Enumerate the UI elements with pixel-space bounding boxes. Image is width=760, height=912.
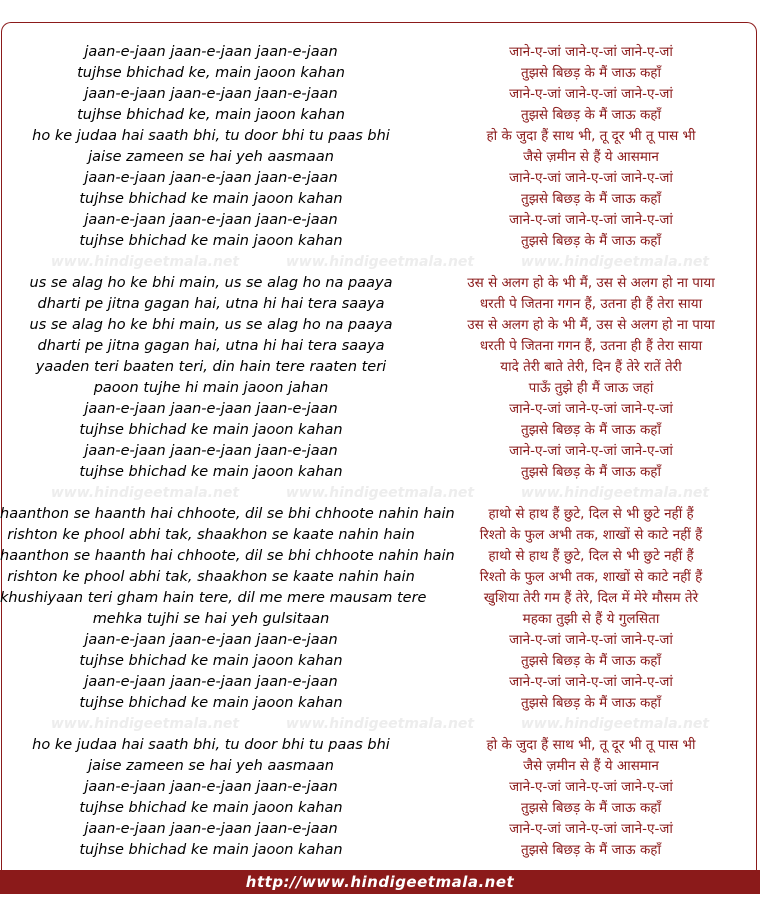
lyric-line (0, 399, 760, 420)
lyric-line (0, 294, 760, 315)
watermark-text: www.hindigeetmala.net (285, 485, 475, 501)
lyric-english: dharti pe jitna gagan hai, utna hi hai tera saaya (37, 296, 385, 312)
lyric-line (0, 273, 760, 294)
lyric-english: rishton ke phool abhi tak, shaakhon se kaate nahin hain (7, 527, 415, 543)
lyric-hindi: जाने-ए-जां जाने-ए-जां जाने-ए-जां (509, 632, 673, 648)
lyric-hindi: हाथो से हाथ हैं छुटे, दिल से भी छुटे नहीं हैं (488, 506, 694, 522)
watermark-text: www.hindigeetmala.net (50, 485, 240, 501)
lyric-english: jaan-e-jaan jaan-e-jaan jaan-e-jaan (84, 170, 338, 186)
lyric-hindi: तुझसे बिछड़ के मैं जाऊ कहाँ (521, 233, 661, 249)
lyric-english: ho ke judaa hai saath bhi, tu door bhi tu paas bhi (32, 737, 390, 753)
lyric-hindi: जैसे ज़मीन से हैं ये आसमान (523, 149, 659, 165)
lyric-hindi: जाने-ए-जां जाने-ए-जां जाने-ए-जां (509, 821, 673, 837)
lyric-line (0, 546, 760, 567)
lyric-line (0, 504, 760, 525)
lyric-hindi: तुझसे बिछड़ के मैं जाऊ कहाँ (521, 107, 661, 123)
watermark-text: www.hindigeetmala.net (50, 254, 240, 270)
lyric-hindi: जाने-ए-जां जाने-ए-जां जाने-ए-जां (509, 443, 673, 459)
lyric-hindi: हाथो से हाथ हैं छुटे, दिल से भी छुटे नहीं हैं (488, 548, 694, 564)
lyric-line (0, 210, 760, 231)
lyric-hindi: जाने-ए-जां जाने-ए-जां जाने-ए-जां (509, 170, 673, 186)
lyric-english: jaan-e-jaan jaan-e-jaan jaan-e-jaan (84, 401, 338, 417)
lyric-english: tujhse bhichad ke main jaoon kahan (79, 464, 343, 480)
lyric-line (0, 525, 760, 546)
lyric-line (0, 147, 760, 168)
lyric-hindi: रिश्तो के फुल अभी तक, शाखों से काटे नहीं हैं (479, 527, 703, 543)
lyric-english: khushiyaan teri gham hain tere, dil me mere mausam tere (0, 590, 427, 606)
lyric-line (0, 777, 760, 798)
lyric-hindi: तुझसे बिछड़ के मैं जाऊ कहाँ (521, 842, 661, 858)
lyric-hindi: उस से अलग हो के भी मैं, उस से अलग हो ना पाया (467, 275, 715, 291)
lyric-line (0, 840, 760, 861)
lyric-line (0, 672, 760, 693)
lyric-hindi: पाऊँ तुझे ही मैं जाऊ जहां (528, 380, 654, 396)
lyric-english: jaan-e-jaan jaan-e-jaan jaan-e-jaan (84, 212, 338, 228)
lyric-line (0, 735, 760, 756)
lyric-english: dharti pe jitna gagan hai, utna hi hai tera saaya (37, 338, 385, 354)
lyric-english: tujhse bhichad ke, main jaoon kahan (77, 107, 345, 123)
lyric-english: us se alag ho ke bhi main, us se alag ho na paaya (29, 275, 393, 291)
lyric-hindi: तुझसे बिछड़ के मैं जाऊ कहाँ (521, 422, 661, 438)
lyric-line (0, 693, 760, 714)
lyric-english: jaan-e-jaan jaan-e-jaan jaan-e-jaan (84, 674, 338, 690)
lyric-english: tujhse bhichad ke main jaoon kahan (79, 422, 343, 438)
lyric-english: ho ke judaa hai saath bhi, tu door bhi tu paas bhi (32, 128, 390, 144)
lyric-hindi: हो के जुदा हैं साथ भी, तू दूर भी तू पास भी (486, 737, 696, 753)
watermark-text: www.hindigeetmala.net (520, 254, 710, 270)
lyric-english: jaan-e-jaan jaan-e-jaan jaan-e-jaan (84, 443, 338, 459)
lyric-english: tujhse bhichad ke main jaoon kahan (79, 191, 343, 207)
lyric-hindi: तुझसे बिछड़ के मैं जाऊ कहाँ (521, 800, 661, 816)
lyric-line (0, 609, 760, 630)
lyric-hindi: धरती पे जितना गगन हैं, उतना ही हैं तेरा साया (479, 338, 703, 354)
lyric-line (0, 567, 760, 588)
lyric-hindi: जाने-ए-जां जाने-ए-जां जाने-ए-जां (509, 674, 673, 690)
lyric-english: tujhse bhichad ke main jaoon kahan (79, 842, 343, 858)
lyric-line (0, 84, 760, 105)
lyric-english: tujhse bhichad ke main jaoon kahan (79, 233, 343, 249)
lyric-english: rishton ke phool abhi tak, shaakhon se kaate nahin hain (7, 569, 415, 585)
lyric-english: haanthon se haanth hai chhoote, dil se bhi chhoote nahin hain (0, 548, 455, 564)
lyric-line (0, 420, 760, 441)
lyric-line (0, 231, 760, 252)
watermark-row (0, 252, 760, 272)
lyric-english: tujhse bhichad ke main jaoon kahan (79, 695, 343, 711)
lyric-line (0, 462, 760, 483)
watermark-row (0, 714, 760, 734)
lyric-line (0, 630, 760, 651)
lyric-line (0, 378, 760, 399)
lyric-english: paoon tujhe hi main jaoon jahan (93, 380, 329, 396)
lyric-english: jaan-e-jaan jaan-e-jaan jaan-e-jaan (84, 779, 338, 795)
watermark-text: www.hindigeetmala.net (50, 716, 240, 732)
watermark-text: www.hindigeetmala.net (520, 716, 710, 732)
lyric-line (0, 756, 760, 777)
lyric-hindi: जैसे ज़मीन से हैं ये आसमान (523, 758, 659, 774)
lyric-hindi: धरती पे जितना गगन हैं, उतना ही हैं तेरा साया (479, 296, 703, 312)
lyric-line (0, 588, 760, 609)
lyric-line (0, 42, 760, 63)
lyric-line (0, 126, 760, 147)
lyric-line (0, 189, 760, 210)
lyric-hindi: रिश्तो के फुल अभी तक, शाखों से काटे नहीं हैं (479, 569, 703, 585)
lyric-line (0, 798, 760, 819)
lyric-english: tujhse bhichad ke, main jaoon kahan (77, 65, 345, 81)
lyric-line (0, 651, 760, 672)
lyric-line (0, 315, 760, 336)
lyric-hindi: जाने-ए-जां जाने-ए-जां जाने-ए-जां (509, 779, 673, 795)
lyric-hindi: तुझसे बिछड़ के मैं जाऊ कहाँ (521, 65, 661, 81)
lyric-english: jaan-e-jaan jaan-e-jaan jaan-e-jaan (84, 632, 338, 648)
lyric-english: us se alag ho ke bhi main, us se alag ho na paaya (29, 317, 393, 333)
lyric-hindi: तुझसे बिछड़ के मैं जाऊ कहाँ (521, 191, 661, 207)
lyric-english: jaise zameen se hai yeh aasmaan (88, 758, 334, 774)
lyric-english: jaise zameen se hai yeh aasmaan (88, 149, 334, 165)
lyric-hindi: तुझसे बिछड़ के मैं जाऊ कहाँ (521, 464, 661, 480)
lyric-english: jaan-e-jaan jaan-e-jaan jaan-e-jaan (84, 821, 338, 837)
lyric-line (0, 336, 760, 357)
lyric-english: tujhse bhichad ke main jaoon kahan (79, 800, 343, 816)
lyric-hindi: जाने-ए-जां जाने-ए-जां जाने-ए-जां (509, 44, 673, 60)
lyric-line (0, 63, 760, 84)
lyric-hindi: जाने-ए-जां जाने-ए-जां जाने-ए-जां (509, 401, 673, 417)
lyric-line (0, 441, 760, 462)
lyric-hindi: तुझसे बिछड़ के मैं जाऊ कहाँ (521, 653, 661, 669)
lyric-line (0, 819, 760, 840)
lyric-english: yaaden teri baaten teri, din hain tere raaten teri (35, 359, 387, 375)
watermark-row (0, 483, 760, 503)
lyric-hindi: तुझसे बिछड़ के मैं जाऊ कहाँ (521, 695, 661, 711)
lyric-hindi: जाने-ए-जां जाने-ए-जां जाने-ए-जां (509, 86, 673, 102)
lyric-english: haanthon se haanth hai chhoote, dil se bhi chhoote nahin hain (0, 506, 455, 522)
lyric-english: jaan-e-jaan jaan-e-jaan jaan-e-jaan (84, 44, 338, 60)
lyric-hindi: महका तुझी से हैं ये गुलसिता (522, 611, 660, 627)
lyric-line (0, 105, 760, 126)
footer-url[interactable]: http://www.hindigeetmala.net (0, 870, 760, 894)
lyric-hindi: खुशिया तेरी गम हैं तेरे, दिल में मेरे मौसम तेरे (483, 590, 699, 606)
lyric-english: mehka tujhi se hai yeh gulsitaan (92, 611, 330, 627)
lyric-line (0, 357, 760, 378)
watermark-text: www.hindigeetmala.net (520, 485, 710, 501)
lyric-english: tujhse bhichad ke main jaoon kahan (79, 653, 343, 669)
lyric-hindi: जाने-ए-जां जाने-ए-जां जाने-ए-जां (509, 212, 673, 228)
lyric-hindi: यादे तेरी बाते तेरी, दिन हैं तेरे रातें तेरी (500, 359, 682, 375)
watermark-text: www.hindigeetmala.net (285, 716, 475, 732)
lyric-line (0, 168, 760, 189)
lyric-english: jaan-e-jaan jaan-e-jaan jaan-e-jaan (84, 86, 338, 102)
watermark-text: www.hindigeetmala.net (285, 254, 475, 270)
lyric-hindi: हो के जुदा हैं साथ भी, तू दूर भी तू पास भी (486, 128, 696, 144)
lyric-hindi: उस से अलग हो के भी मैं, उस से अलग हो ना पाया (467, 317, 715, 333)
